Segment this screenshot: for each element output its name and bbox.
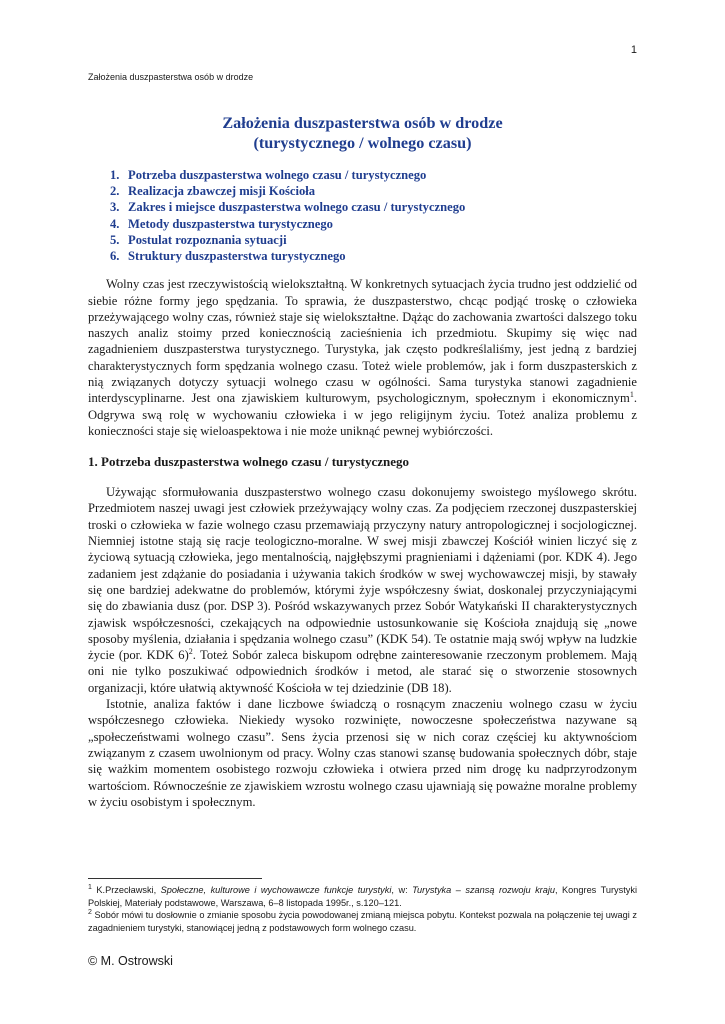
- toc-number: 4.: [110, 216, 120, 231]
- toc-item: [110, 199, 637, 215]
- intro-text-b: . Odgrywa swą rolę w wychowaniu człowieka i w jego religijnym życiu. Toteż analiza problemu z konieczności staje się wieloaspektowa i nie może uniknąć pewnej wybiórczości.: [88, 391, 637, 438]
- footnote-text: , w:: [391, 885, 413, 895]
- toc-number: 1.: [110, 168, 120, 182]
- running-header: Założenia duszpasterstwa osób w drodze: [88, 72, 254, 82]
- title-line-1: Założenia duszpasterstwa osób w drodze: [222, 114, 503, 132]
- toc-item: [110, 216, 637, 232]
- section1-p1-text-b: . Toteż Sobór zaleca biskupom odrębne zainteresowanie rzeczonym problemem. Mają oni nie tylko poszukiwać odpowiednich środków i metod, ale starać się o stworzenie stosownych organizacji, które ułatwią aktywność Kościoła w tej dziedzinie (DB 18).: [88, 648, 637, 695]
- toc-number: 2.: [110, 184, 120, 199]
- footnote-text: , Kongres Turystyki Polskiej, Materiały podstawowe, Warszawa, 6–8 listopada 1995r., s.120–121.: [88, 885, 638, 908]
- page-number: 1: [630, 44, 637, 56]
- document-body: [88, 113, 637, 810]
- toc-item: [110, 167, 637, 183]
- footnotes: [88, 878, 637, 934]
- toc-label: Postulat rozpoznania sytuacji: [128, 232, 287, 247]
- footnote-number: 2: [88, 908, 92, 916]
- footer-copyright: © M. Ostrowski: [88, 954, 173, 968]
- toc-number: 6.: [110, 249, 120, 264]
- toc-number: 3.: [110, 200, 120, 215]
- toc-item: [110, 232, 637, 248]
- footnote-ref-2: 2: [188, 646, 193, 656]
- footnote-1: [88, 884, 637, 909]
- toc-number: 5.: [110, 232, 120, 247]
- section1-p1-text-a: Używając sformułowania duszpasterstwo wolnego czasu dokonujemy swoistego myślowego skrótu. Przedmiotem naszej uwagi jest człowiek przeżywający wolny czas. Za podjęciem rzeczonej duszpasterskiej troski o człowieka w fazie wolnego czasu przemawiają przyczyny natury antropologicznej i socjologicznej. Niemniej istotne stają się racje teologiczno-moralne. W swej misji zbawczej Kościół winien liczyć się z życiową sytuacją człowieka, jego mentalnością, najgłębszymi pragnieniami i dążeniami (por. KDK 4). Jego zadaniem jest zdążanie do posiadania i używania takich środków w swej wychowawczej misji, by stawały się one bardziej adekwatne do problemów, którymi żyje współczesny świat, doskonalej przyczyniającymi się do zbawiania dusz (por. DSP 3). Pośród wskazywanych przez Sobór Watykański II charakterystycznych zjawisk współczesności, czekających na odpowiednie ustosunkowanie się Kościoła znajdują się „nowe sposoby myślenia, działania i spędzania wolnego czasu” (KDK 54). Te ostatnie mają swój wpływ na ludzkie życie (por. KDK 6): [88, 485, 637, 663]
- document-title: [88, 113, 637, 153]
- table-of-contents: [88, 167, 637, 264]
- footnote-divider: [88, 878, 262, 879]
- footnote-number: 1: [88, 883, 92, 891]
- footnote-italic-title: Turystyka – szansą rozwoju kraju: [412, 885, 556, 895]
- toc-label: Potrzeba duszpasterstwa wolnego czasu / turystycznego: [128, 168, 427, 182]
- toc-item: [110, 183, 637, 199]
- toc-label: Metody duszpasterstwa turystycznego: [128, 216, 333, 231]
- toc-item: [110, 248, 637, 264]
- footnote-ref-1: 1: [629, 390, 634, 400]
- intro-paragraph: [88, 276, 637, 439]
- section1-paragraph-1: [88, 484, 637, 696]
- footnote-2: [88, 909, 637, 934]
- footnote-italic-title: Społeczne, kulturowe i wychowawcze funkcje turystyki: [160, 885, 392, 895]
- footnote-text: Sobór mówi tu dosłownie o zmianie sposobu życia powodowanej zmianą miejsca pobytu. Kontekst pozwala na połączenie tej uwagi z zagadnieniem turystyki, stanowiącej jedną z podstawowych form wolnego czasu.: [88, 910, 637, 933]
- intro-text-a: Wolny czas jest rzeczywistością wielokształtną. W konkretnych sytuacjach życia trudno jest oddzielić od siebie różne formy jego spędzania. To sprawia, że duszpasterstwo, chcąc podjąć troskę o człowieka przeżywającego wolny czas, również staje się wielokształtne. Dążąc do zachowania zwartości dalszego toku naszych analiz stoimy przed koniecznością zacieśnienia ich przedmiotu. Skupimy się więc nad zagadnieniem duszpasterstwa turystycznego. Turystyka, jak często podkreślaliśmy, jest jedną z bardziej charakterystycznych form spędzania wolnego czasu. Toteż wiele problemów, jak i form duszpasterskich z nią związanych dotyczy sytuacji wolnego czasu w ogólności. Sama turystyka stanowi zagadnienie interdyscyplinarne. Jest ona zjawiskiem kulturowym, psychologicznym, społecznym i ekonomicznym: [88, 277, 637, 406]
- toc-label: Realizacja zbawczej misji Kościoła: [128, 184, 316, 199]
- section-heading-1: 1. Potrzeba duszpasterstwa wolnego czasu / turystycznego: [88, 454, 409, 470]
- footnote-text: K.Przecławski,: [91, 885, 161, 895]
- title-line-2: (turystycznego / wolnego czasu): [253, 134, 472, 152]
- toc-label: Struktury duszpasterstwa turystycznego: [128, 249, 346, 264]
- section1-paragraph-2: Istotnie, analiza faktów i dane liczbowe świadczą o rosnącym znaczeniu wolnego czasu w życiu współczesnego człowieka. Niekiedy wysoko rozwinięte, nowoczesne społeczeństwa nazywane są „społeczeństwami wolnego czasu”. Sens życia przenosi się w nich coraz częściej ku aktywnościom związanym z czasem uwolnionym od pracy. Wolny czas stanowi szansę budowania społecznych dóbr, staje się ważkim momentem osobistego rozwoju człowieka i otwiera przed nim drogę ku nadprzyrodzonym wartościom. Równocześnie ze zjawiskiem wzrostu wolnego czasu ujawniają się poważne moralne problemy w życiu osobistym i społecznym.: [88, 697, 637, 809]
- toc-label: Zakres i miejsce duszpasterstwa wolnego czasu / turystycznego: [128, 200, 466, 215]
